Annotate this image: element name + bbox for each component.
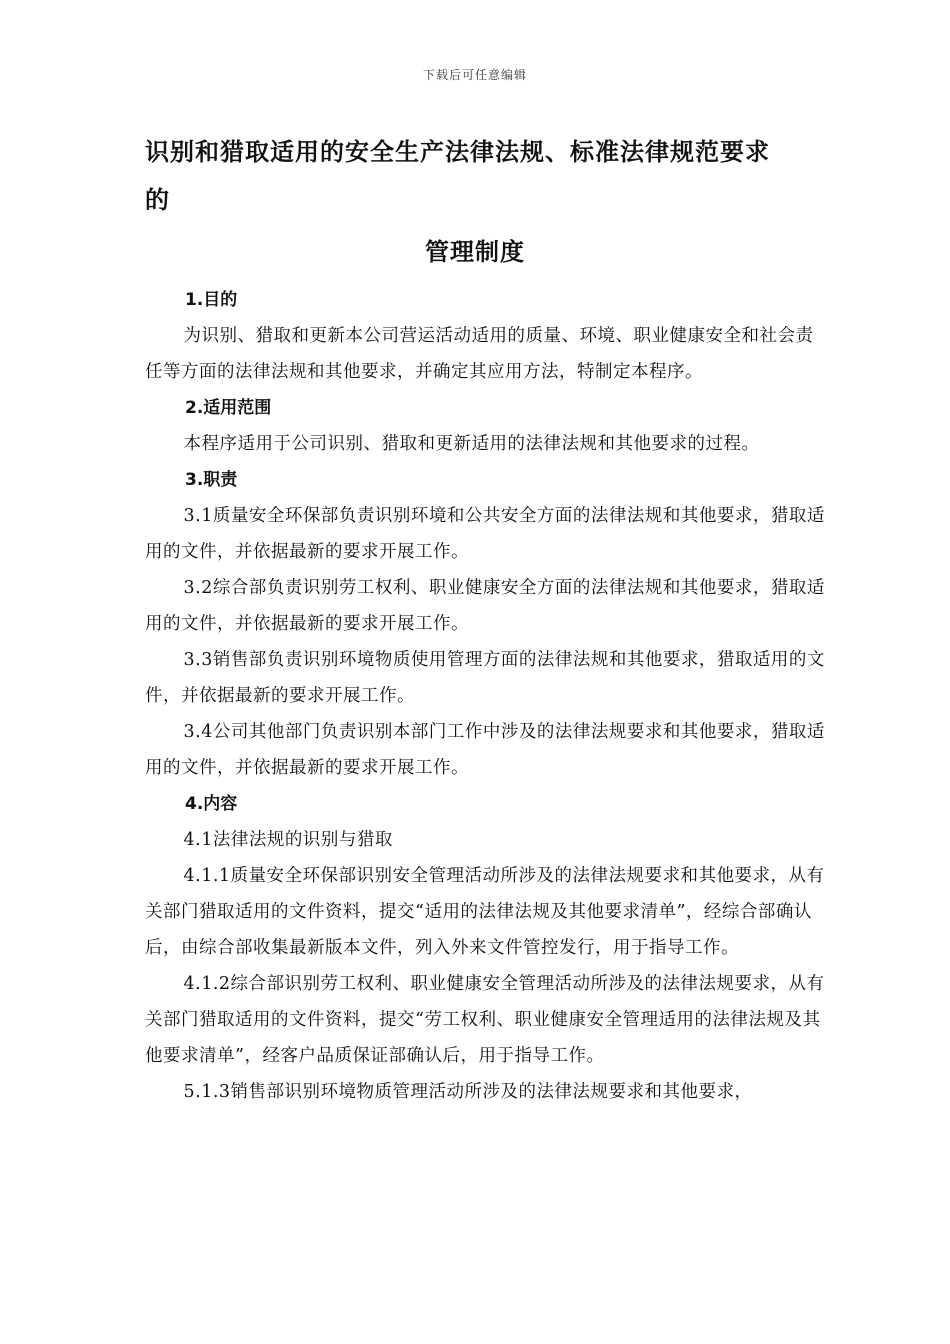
section-heading-scope: 2.适用范围 [185, 398, 272, 418]
paragraph-purpose: 为识别、猎取和更新本公司营运活动适用的质量、环境、职业健康安全和社会责任等方面的法律法规和其他要求，并确定其应用方法，特制定本程序。 [145, 326, 814, 382]
paragraph-content-4-1: 4.1法律法规的识别与猎取 [183, 830, 393, 850]
document-title-line-1: 识别和猎取适用的安全生产法律法规、标准法律规范要求 [145, 138, 770, 166]
header-note: 下载后可任意编辑 [422, 68, 527, 82]
section-heading-purpose: 1.目的 [185, 290, 238, 310]
paragraph-content-4-1-2: 4.1.2综合部识别劳工权利、职业健康安全管理活动所涉及的法律法规要求，从有关部门猎取适用的文件资料，提交“劳工权利、职业健康安全管理适用的法律法规及其他要求清单”，经客户品质保证部确认后，用于指导工作。 [145, 974, 825, 1066]
document-body [145, 282, 825, 1110]
paragraph-duty-3-2: 3.2综合部负责识别劳工权利、职业健康安全方面的法律法规和其他要求，猎取适用的文件，并依据最新的要求开展工作。 [145, 578, 825, 634]
paragraph-duty-3-4: 3.4公司其他部门负责识别本部门工作中涉及的法律法规要求和其他要求，猎取适用的文件，并依据最新的要求开展工作。 [145, 722, 825, 778]
paragraph-duty-3-3: 3.3销售部负责识别环境物质使用管理方面的法律法规和其他要求，猎取适用的文件，并依据最新的要求开展工作。 [145, 650, 825, 706]
paragraph-duty-3-1: 3.1质量安全环保部负责识别环境和公共安全方面的法律法规和其他要求，猎取适用的文件，并依据最新的要求开展工作。 [145, 506, 825, 562]
paragraph-scope: 本程序适用于公司识别、猎取和更新适用的法律法规和其他要求的过程。 [183, 434, 760, 454]
paragraph-content-4-1-1: 4.1.1质量安全环保部识别安全管理活动所涉及的法律法规要求和其他要求，从有关部门猎取适用的文件资料，提交“适用的法律法规及其他要求清单”，经综合部确认后，由综合部收集最新版本文件，列入外来文件管控发行，用于指导工作。 [145, 866, 825, 958]
document-title-line-2: 的 [145, 186, 170, 214]
paragraph-content-5-1-3: 5.1.3销售部识别环境物质管理活动所涉及的法律法规要求和其他要求， [183, 1082, 753, 1102]
section-heading-content: 4.内容 [185, 794, 238, 814]
section-heading-duties: 3.职责 [185, 470, 238, 490]
document-title-line-3: 管理制度 [425, 238, 525, 266]
